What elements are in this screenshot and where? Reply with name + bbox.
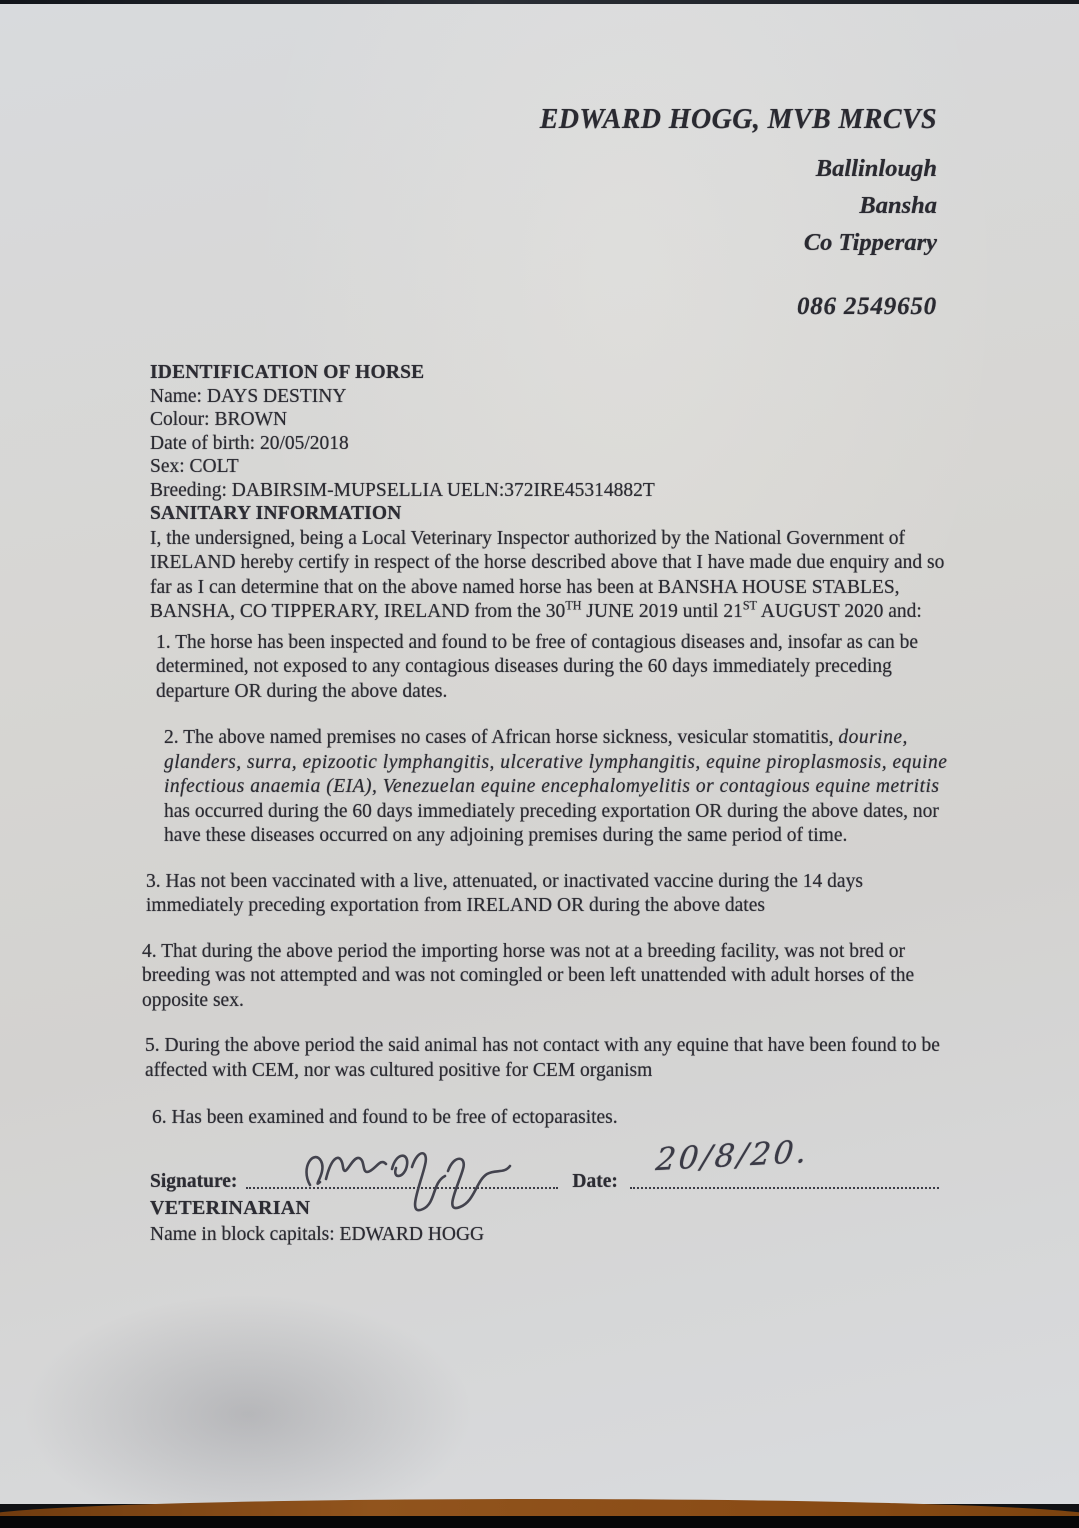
signature-label: Signature: xyxy=(150,1170,238,1192)
horse-breeding-label: Breeding: xyxy=(150,479,227,501)
name-caps-label: Name in block capitals: xyxy=(150,1223,335,1245)
horse-sex-value: COLT xyxy=(189,456,239,477)
horse-colour-value: BROWN xyxy=(214,409,288,430)
signature-dotted-line xyxy=(246,1185,558,1189)
date-dotted-line xyxy=(630,1133,939,1189)
identification-section xyxy=(150,361,939,526)
photo-bottom-edge xyxy=(0,1516,1079,1528)
certification-item-6: 6. Has been examined and found to be free of ectoparasites. xyxy=(152,1107,618,1128)
certification-item-4: 4. That during the above period the importing horse was not at a breeding facility, was not bred or breeding was not attempted and was not comingled or been left unattended with adult horses of the opposite sex. xyxy=(142,940,915,1011)
horse-colour-line xyxy=(150,408,939,432)
horse-sex-label: Sex: xyxy=(150,456,185,477)
certification-item-2 xyxy=(164,726,952,849)
horse-dob-line xyxy=(150,432,939,456)
item-2-rest: has occurred during the 60 days immediately preceding exportation OR during the above dates, nor have these diseases occurred on any adjoining premises during the same period of time. xyxy=(164,800,939,846)
horse-breeding-line xyxy=(150,479,939,503)
signature-row xyxy=(150,1133,939,1193)
horse-dob-value: 20/05/2018 xyxy=(259,432,349,454)
letterhead xyxy=(150,104,939,321)
vet-address-line-2: Bansha xyxy=(859,192,937,219)
horse-name-label: Name: xyxy=(150,385,202,407)
intro-text-1: I, the undersigned, being a Local Veterinary Inspector authorized by the National Government of IRELAND hereby certify in respect of the horse described above that I have made due enquiry and so far as I can determine that on the above named horse has been at BANSHA HOUSE STABLES, BANSHA, CO TIPPERARY, IRELAND from the 30 xyxy=(150,527,945,622)
intro-text-2: JUNE 2019 until 21 xyxy=(581,601,743,622)
certification-item-1: 1. The horse has been inspected and found to be free of contagious diseases and, insofar as can be determined, not exposed to any contagious diseases during the 60 days immediately preceding departure OR during the above dates. xyxy=(156,631,919,702)
superscript-th: TH xyxy=(565,598,582,613)
intro-text-3: AUGUST 2020 and: xyxy=(756,601,922,622)
horse-colour-label: Colour: xyxy=(150,409,210,430)
horse-sex-line xyxy=(150,455,939,479)
horse-name-value: DAYS DESTINY xyxy=(206,385,347,407)
sanitary-intro xyxy=(150,527,952,625)
name-in-capitals-line xyxy=(150,1224,939,1246)
item-2-disease-list: dourine, glanders, surra, epizootic lymphangitis, ulcerative lymphangitis, equine piroplasmosis, equine infectious anaemia (EIA), Venezuelan equine encephalomyelitis or contagious equine metritis xyxy=(164,727,948,797)
vet-phone: 086 2549650 xyxy=(796,293,937,320)
name-caps-value: EDWARD HOGG xyxy=(339,1223,485,1245)
horse-dob-label: Date of birth: xyxy=(150,432,256,454)
horse-breeding-value: DABIRSIM-MUPSELLIA UELN:372IRE45314882T xyxy=(231,479,655,501)
sanitary-section xyxy=(142,527,952,1131)
sanitary-heading: SANITARY INFORMATION xyxy=(150,503,402,524)
certification-item-3: 3. Has not been vaccinated with a live, attenuated, or inactivated vaccine during the 14 days immediately preceding exportation from IRELAND OR during the above dates xyxy=(146,870,863,916)
item-2-lead: 2. The above named premises no cases of African horse sickness, vesicular stomatitis, xyxy=(164,727,839,748)
horse-name-line xyxy=(150,385,939,409)
vet-address-line-1: Ballinlough xyxy=(815,155,937,182)
vet-address-line-3: Co Tipperary xyxy=(803,229,937,256)
superscript-st: ST xyxy=(742,598,757,613)
certificate-paper xyxy=(0,4,1079,1504)
role-title: VETERINARIAN xyxy=(150,1196,311,1219)
date-handwriting: 20/8/20. xyxy=(654,1133,812,1178)
vet-name: EDWARD HOGG, MVB MRCVS xyxy=(539,104,937,135)
date-label: Date: xyxy=(572,1170,618,1192)
certificate-content xyxy=(0,4,1079,1246)
identification-heading: IDENTIFICATION OF HORSE xyxy=(150,362,425,383)
certification-item-5: 5. During the above period the said animal has not contact with any equine that have been found to be affected with CEM, nor was cultured positive for CEM organism xyxy=(145,1035,940,1081)
